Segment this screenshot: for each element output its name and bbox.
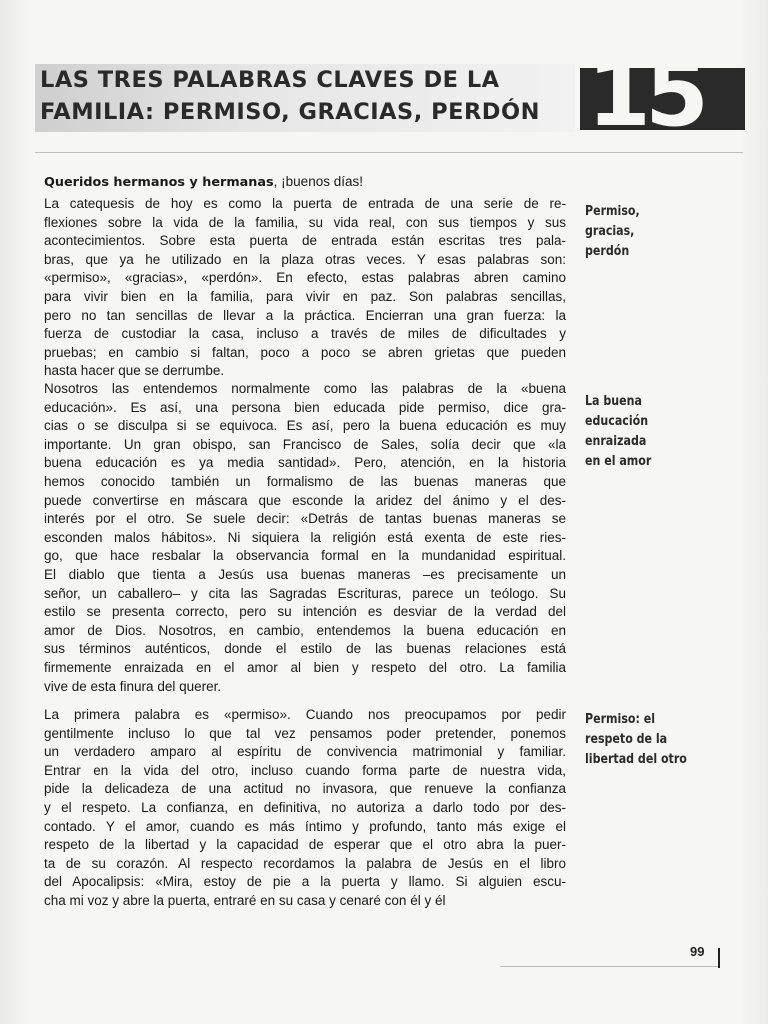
paragraph-line: pero no tan sencillas de llevar a la práctica. Encierran una gran fuerza: la xyxy=(44,307,566,323)
side-note-line: Permiso, xyxy=(585,204,640,219)
side-note-line: gracias, xyxy=(585,224,635,239)
paragraph-line: amor de Dios. Nosotros, en cambio, entendemos la buena educación en xyxy=(44,622,566,638)
greeting-bold: Queridos hermanos y hermanas xyxy=(44,175,274,190)
side-note-1 xyxy=(585,202,713,262)
paragraph-line: estilo se presenta correcto, pero su intención es desviar de la verdad del xyxy=(44,604,566,620)
paragraph-line: La primera palabra es «permiso». Cuando nos preocupamos por pedir xyxy=(44,707,566,722)
side-note-line: en el amor xyxy=(585,454,652,469)
side-note-line: La buena xyxy=(585,394,642,409)
paragraph-line: La catequesis de hoy es como la puerta de entrada de una serie de re- xyxy=(44,196,566,211)
title-divider xyxy=(35,152,743,153)
chapter-title-line-2: FAMILIA: PERMISO, GRACIAS, PERDÓN xyxy=(40,99,540,125)
paragraph-3 xyxy=(44,706,566,911)
paragraph-line: educación». Es así, una persona bien educada pide permiso, dice gra- xyxy=(44,399,566,415)
paragraph-line: ta de su corazón. Al respecto recordamos la palabra de Jesús en el libro xyxy=(44,855,566,871)
paragraph-line: acontecimientos. Sobre esta puerta de entrada están escritas tres pala- xyxy=(44,233,566,249)
paragraph-line: gentilmente incluso lo que tal vez pensamos poder pretender, ponemos xyxy=(44,725,566,741)
paragraph-line: firmemente enraizada en el amor al bien y respeto del otro. La familia xyxy=(44,659,566,675)
paragraph-line: Nosotros las entendemos normalmente como las palabras de la «buena xyxy=(44,381,566,396)
paragraph-line: go, que hace resbalar la observancia formal en la mundanidad espiritual. xyxy=(44,548,566,564)
side-note-3 xyxy=(585,710,713,770)
side-note-line: perdón xyxy=(585,244,630,259)
paragraph-line: Entrar en la vida del otro, incluso cuando forma parte de nuestra vida, xyxy=(44,762,566,778)
paragraph-line: «permiso», «gracias», «perdón». En efecto, estas palabras abren camino xyxy=(44,270,566,286)
side-note-line: libertad del otro xyxy=(585,752,687,767)
paragraph-line: vive de esta finura del querer. xyxy=(44,678,222,694)
side-note-line: Permiso: el xyxy=(585,712,656,727)
paragraph-line: del Apocalipsis: «Mira, estoy de pie a la puerta y llamo. Si alguien escu- xyxy=(44,874,566,890)
paragraph-line: cha mi voz y abre la puerta, entraré en su casa y cenaré con él y él xyxy=(44,892,446,908)
greeting-rest: , ¡buenos días! xyxy=(273,174,363,189)
paragraph-line: sus términos auténticos, donde el estilo de las buenas relaciones está xyxy=(44,641,566,657)
paragraph-line: pruebas; en cambio si faltan, poco a poco se abren grietas que pueden xyxy=(44,344,566,360)
paragraph-line: y el respeto. La confianza, en definitiva, no autoriza a darlo todo por des- xyxy=(44,799,566,815)
side-note-line: educación xyxy=(585,414,649,429)
paragraph-line: El diablo que tienta a Jesús usa buenas maneras –es precisamente un xyxy=(44,566,566,582)
chapter-number: 15 xyxy=(586,40,704,147)
paragraph-1 xyxy=(44,195,566,381)
paragraph-line: esconden malos hábitos». Ni siquiera la religión está exenta de este ries- xyxy=(44,529,566,545)
paragraph-line: cias o se disculpa si se equivoca. Es así, pero la buena educación es muy xyxy=(44,418,566,434)
page-number: 99 xyxy=(690,944,705,959)
paragraph-line: hemos conocido también un formalismo de las buenas maneras que xyxy=(44,473,566,489)
page-number-bar xyxy=(718,948,720,968)
paragraph-line: importante. Un gran obispo, san Francisco de Sales, solía decir que «la xyxy=(44,436,566,452)
side-note-line: enraizada xyxy=(585,434,647,449)
paragraph-line: pide la delicadeza de una actitud no invasora, que renueve la confianza xyxy=(44,781,566,797)
footer-divider xyxy=(500,966,720,967)
paragraph-line: señor, un caballero– y cita las Sagradas Escrituras, parece un teólogo. Su xyxy=(44,585,566,601)
paragraph-line: buena educación es ya media santidad». Pero, atención, en la historia xyxy=(44,455,566,471)
paragraph-line: bras, que ya he utilizado en la plaza otras veces. Y esas palabras son: xyxy=(44,251,566,267)
paragraph-line: flexiones sobre la vida de la familia, su vida real, con sus tiempos y sus xyxy=(44,214,566,230)
paragraph-line: un verdadero amparo al espíritu de convivencia matrimonial y familiar. xyxy=(44,744,566,760)
side-note-line: respeto de la xyxy=(585,732,668,747)
side-note-2 xyxy=(585,392,713,472)
paragraph-line: interés por el otro. Se suele decir: «Detrás de tantas buenas maneras se xyxy=(44,511,566,527)
greeting xyxy=(44,172,564,193)
paragraph-line: para vivir bien en la familia, para vivir en paz. Son palabras sencillas, xyxy=(44,288,566,304)
paragraph-line: contado. Y el amor, cuando es más íntimo y profundo, tanto más exige el xyxy=(44,818,566,834)
chapter-title xyxy=(40,64,580,128)
paragraph-line: hasta hacer que se derrumbe. xyxy=(44,363,225,379)
paragraph-line: fuerza de custodiar la casa, incluso a través de miles de dificultades y xyxy=(44,326,566,342)
chapter-title-line-1: LAS TRES PALABRAS CLAVES DE LA xyxy=(40,67,500,93)
paragraph-line: puede convertirse en máscara que esconde la aridez del ánimo y el des- xyxy=(44,492,566,508)
paragraph-2 xyxy=(44,380,566,696)
paragraph-line: respeto de la libertad y la capacidad de esperar que el otro abra la puer- xyxy=(44,837,566,853)
